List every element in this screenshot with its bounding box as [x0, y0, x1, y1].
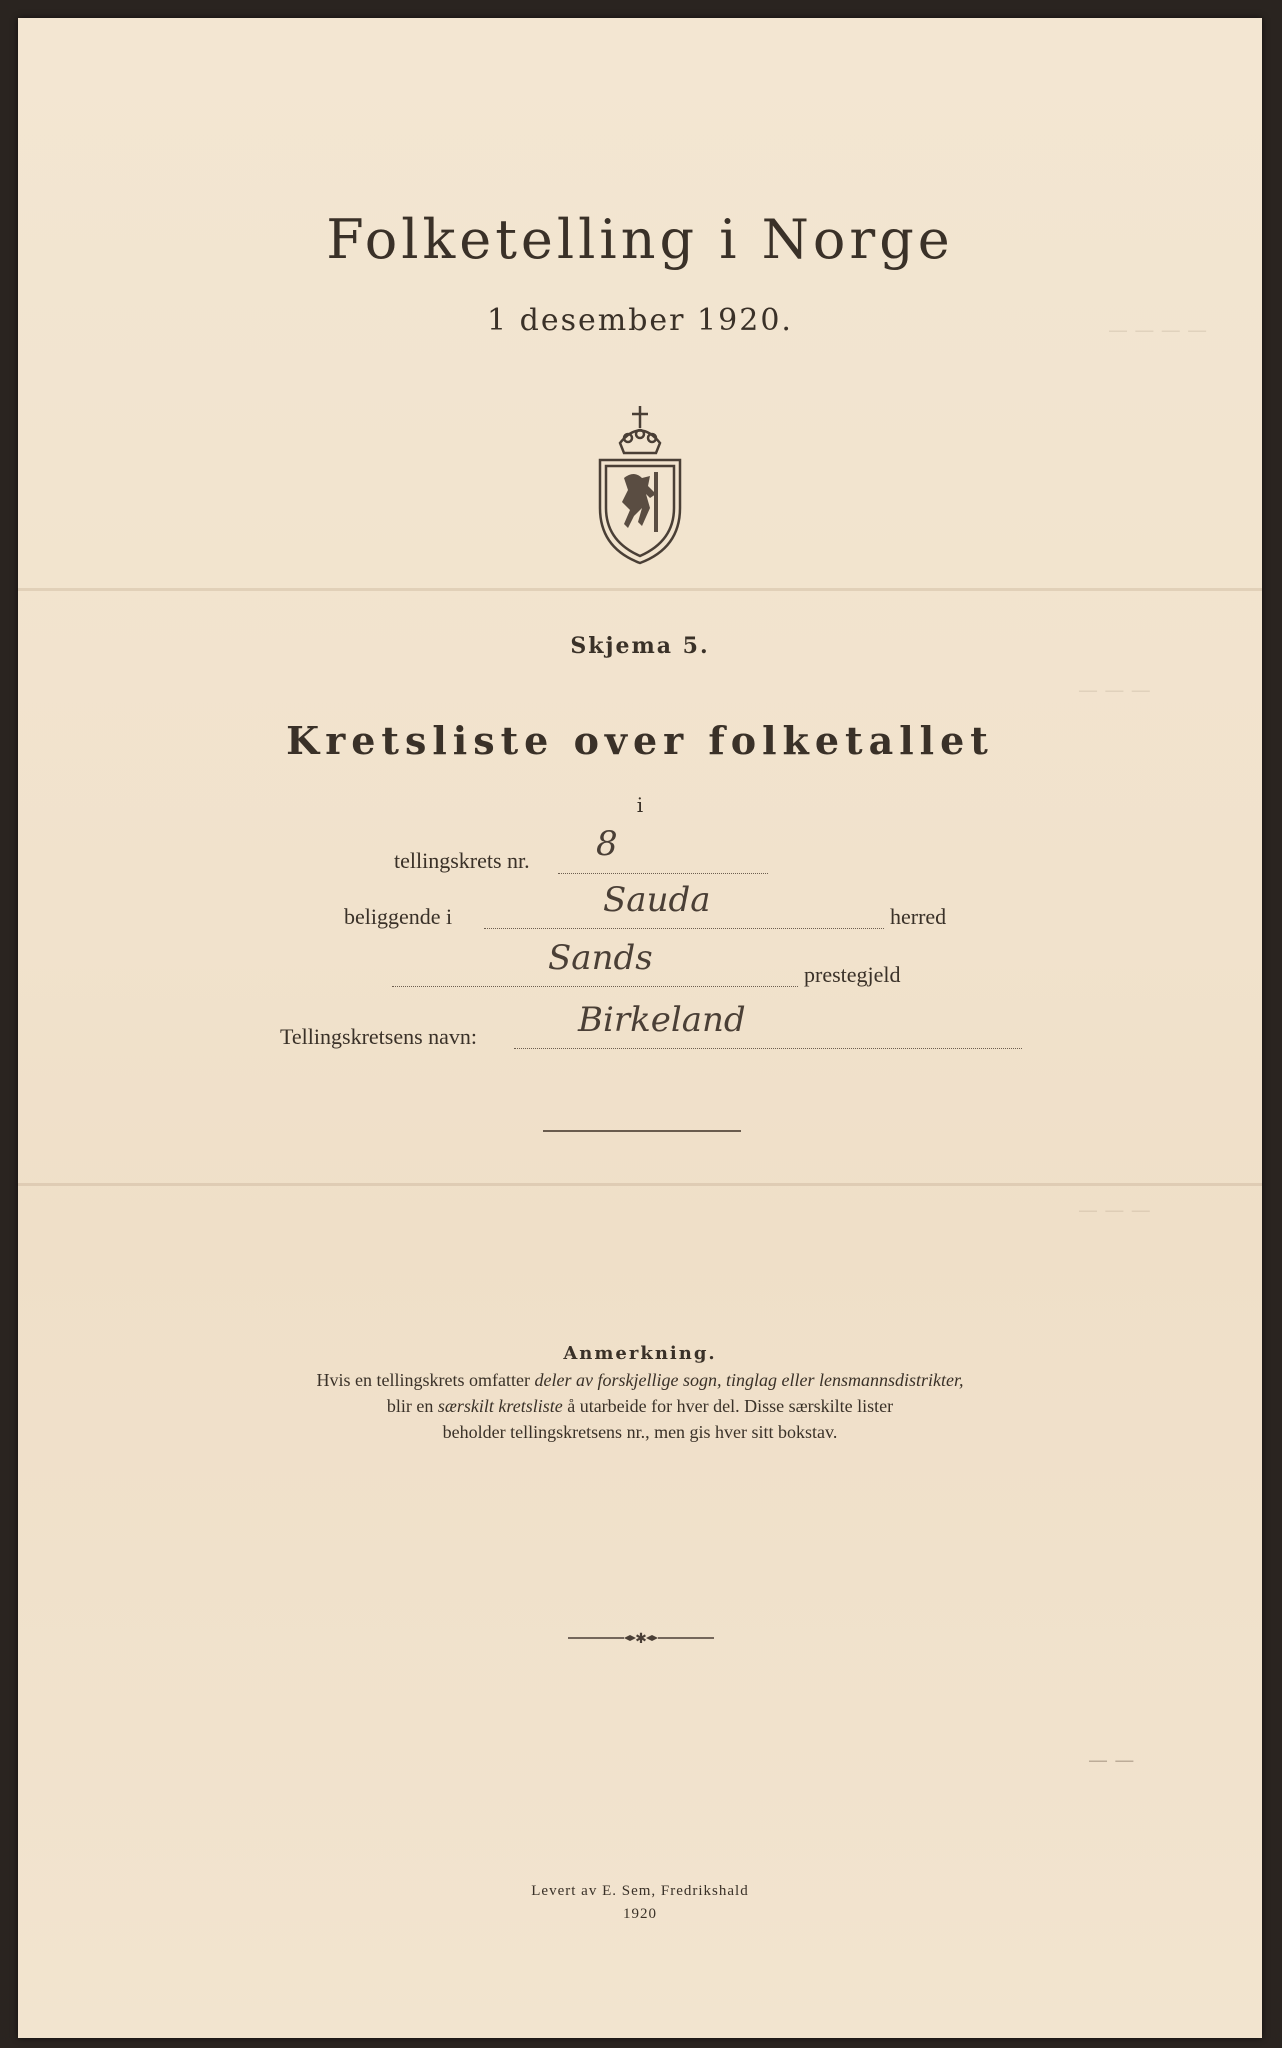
census-date: 1 desember 1920. [487, 303, 793, 338]
publisher-year: 1920 [623, 1906, 657, 1922]
note-heading: Anmerkning. [563, 1343, 717, 1364]
note-line-2 [18, 1394, 1262, 1418]
census-form-page [18, 18, 1262, 2038]
beliggende-field[interactable] [484, 928, 884, 929]
divider [543, 1130, 741, 1132]
note-text: blir en [386, 1396, 438, 1416]
note-text: Hvis en tellingskrets omfatter [316, 1370, 535, 1390]
beliggende-value: Sauda [603, 880, 711, 920]
bleed-through-mark: — — — — [1108, 318, 1208, 342]
tellingskrets-field[interactable] [558, 873, 768, 874]
herred-label: herred [890, 904, 947, 929]
preposition-text: i [636, 793, 644, 817]
tellingskrets-label: tellingskrets nr. [394, 848, 530, 873]
bleed-through-mark: — — — [1078, 1198, 1151, 1222]
note-text: å utarbeide for hver del. Disse særskilte lister [562, 1396, 894, 1416]
prestegjeld-value: Sands [548, 938, 653, 978]
tellingskrets-value: 8 [596, 824, 618, 864]
ornament-divider-icon [566, 1630, 716, 1646]
schema-number: Skjema 5. [570, 633, 710, 659]
note-italic-text: deler av forskjellige sogn, tinglag eller lensmannsdistrikter, [534, 1370, 964, 1390]
prestegjeld-field[interactable] [392, 986, 798, 987]
coat-of-arms-icon [590, 398, 690, 568]
bleed-through-mark: — — [1088, 1748, 1135, 1772]
bleed-through-mark: — — — [1078, 678, 1151, 702]
prestegjeld-label: prestegjeld [804, 962, 901, 987]
fold-line [18, 588, 1262, 591]
navn-value: Birkeland [578, 1000, 746, 1040]
navn-field[interactable] [514, 1048, 1022, 1049]
page-title: Folketelling i Norge [326, 208, 954, 271]
note-line-3: beholder tellingskretsens nr., men gis hver sitt bokstav. [442, 1422, 838, 1442]
svg-text:✱: ✱ [635, 1631, 647, 1646]
form-heading: Kretsliste over folketallet [286, 718, 994, 763]
beliggende-label: beliggende i [344, 904, 453, 929]
note-line-1 [18, 1368, 1262, 1392]
fold-line [18, 1183, 1262, 1186]
note-italic-text: særskilt kretsliste [437, 1396, 563, 1416]
navn-label: Tellingskretsens navn: [280, 1024, 478, 1049]
publisher-imprint: Levert av E. Sem, Fredrikshald [531, 1883, 749, 1899]
